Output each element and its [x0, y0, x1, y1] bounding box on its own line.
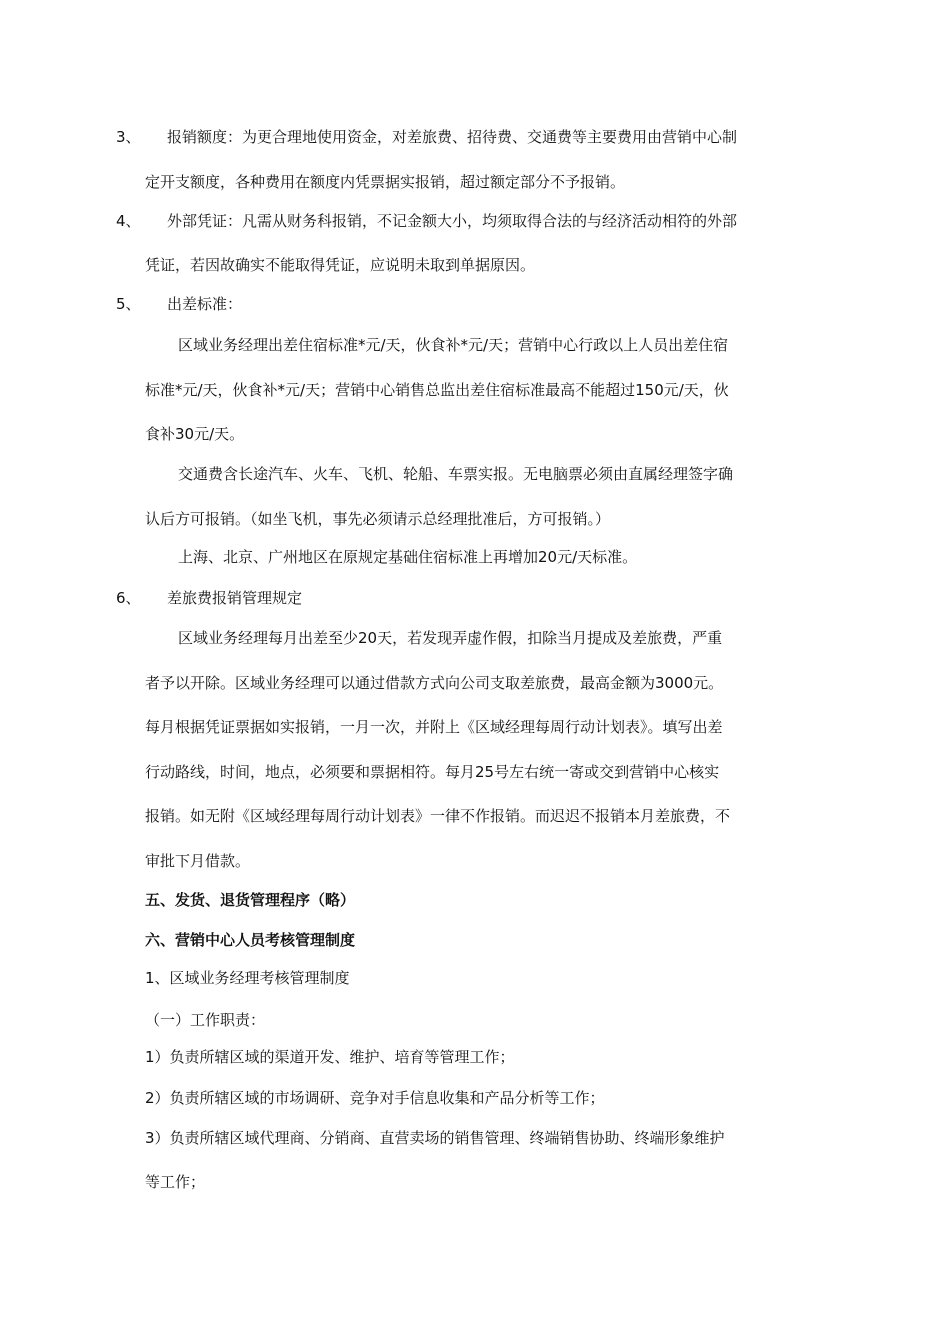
paragraph-line: 外部凭证：凡需从财务科报销，不记金额大小，均须取得合法的与经济活动相符的外部	[167, 212, 738, 230]
item-heading: 出差标准：	[167, 295, 243, 313]
duties-heading: （一）工作职责：	[145, 1011, 266, 1029]
paragraph-line: 定开支额度，各种费用在额度内凭票据实报销，超过额定部分不予报销。	[145, 173, 626, 191]
duty-item: 2）负责所辖区域的市场调研、竞争对手信息收集和产品分析等工作；	[145, 1089, 605, 1107]
duty-item: 3）负责所辖区域代理商、分销商、直营卖场的销售管理、终端销售协助、终端形象维护	[145, 1129, 725, 1147]
duty-item: 1）负责所辖区域的渠道开发、维护、培育等管理工作；	[145, 1048, 515, 1066]
paragraph-line: 认后方可报销。（如坐飞机，事先必须请示总经理批准后，方可报销。）	[145, 510, 611, 528]
item-number: 3、	[116, 128, 141, 146]
paragraph-line: 食补30元/天。	[145, 425, 245, 443]
duty-item-continuation: 等工作；	[145, 1173, 206, 1191]
item-number: 5、	[116, 295, 141, 313]
section-heading: 六、营销中心人员考核管理制度	[145, 931, 356, 949]
paragraph-line: 区域业务经理每月出差至少20天，若发现弄虚作假，扣除当月提成及差旅费，严重	[178, 629, 723, 647]
paragraph-line: 区域业务经理出差住宿标准*元/天，伙食补*元/天；营销中心行政以上人员出差住宿	[178, 336, 729, 354]
paragraph-line: 者予以开除。区域业务经理可以通过借款方式向公司支取差旅费，最高金额为3000元。	[145, 674, 724, 692]
paragraph-line: 凭证，若因故确实不能取得凭证，应说明未取到单据原因。	[145, 256, 536, 274]
paragraph-line: 报销。如无附《区域经理每周行动计划表》一律不作报销。而迟迟不报销本月差旅费，不	[145, 807, 731, 825]
paragraph-line: 标准*元/天，伙食补*元/天；营销中心销售总监出差住宿标准最高不能超过150元/天，伙	[145, 381, 729, 399]
paragraph-line: 每月根据凭证票据如实报销，一月一次，并附上《区域经理每周行动计划表》。填写出差	[145, 718, 723, 736]
item-heading: 差旅费报销管理规定	[167, 589, 303, 607]
paragraph-line: 交通费含长途汽车、火车、飞机、轮船、车票实报。无电脑票必须由直属经理签字确	[178, 465, 734, 483]
paragraph-line: 行动路线，时间，地点，必须要和票据相符。每月25号左右统一寄或交到营销中心核实	[145, 763, 720, 781]
paragraph-line: 报销额度：为更合理地使用资金，对差旅费、招待费、交通费等主要费用由营销中心制	[167, 128, 738, 146]
paragraph-line: 上海、北京、广州地区在原规定基础住宿标准上再增加20元/天标准。	[178, 548, 638, 566]
section-heading: 五、发货、退货管理程序（略）	[145, 891, 356, 909]
item-number: 6、	[116, 589, 141, 607]
item-number: 4、	[116, 212, 141, 230]
subsection-heading: 1、区域业务经理考核管理制度	[145, 969, 350, 987]
paragraph-line: 审批下月借款。	[145, 852, 251, 870]
